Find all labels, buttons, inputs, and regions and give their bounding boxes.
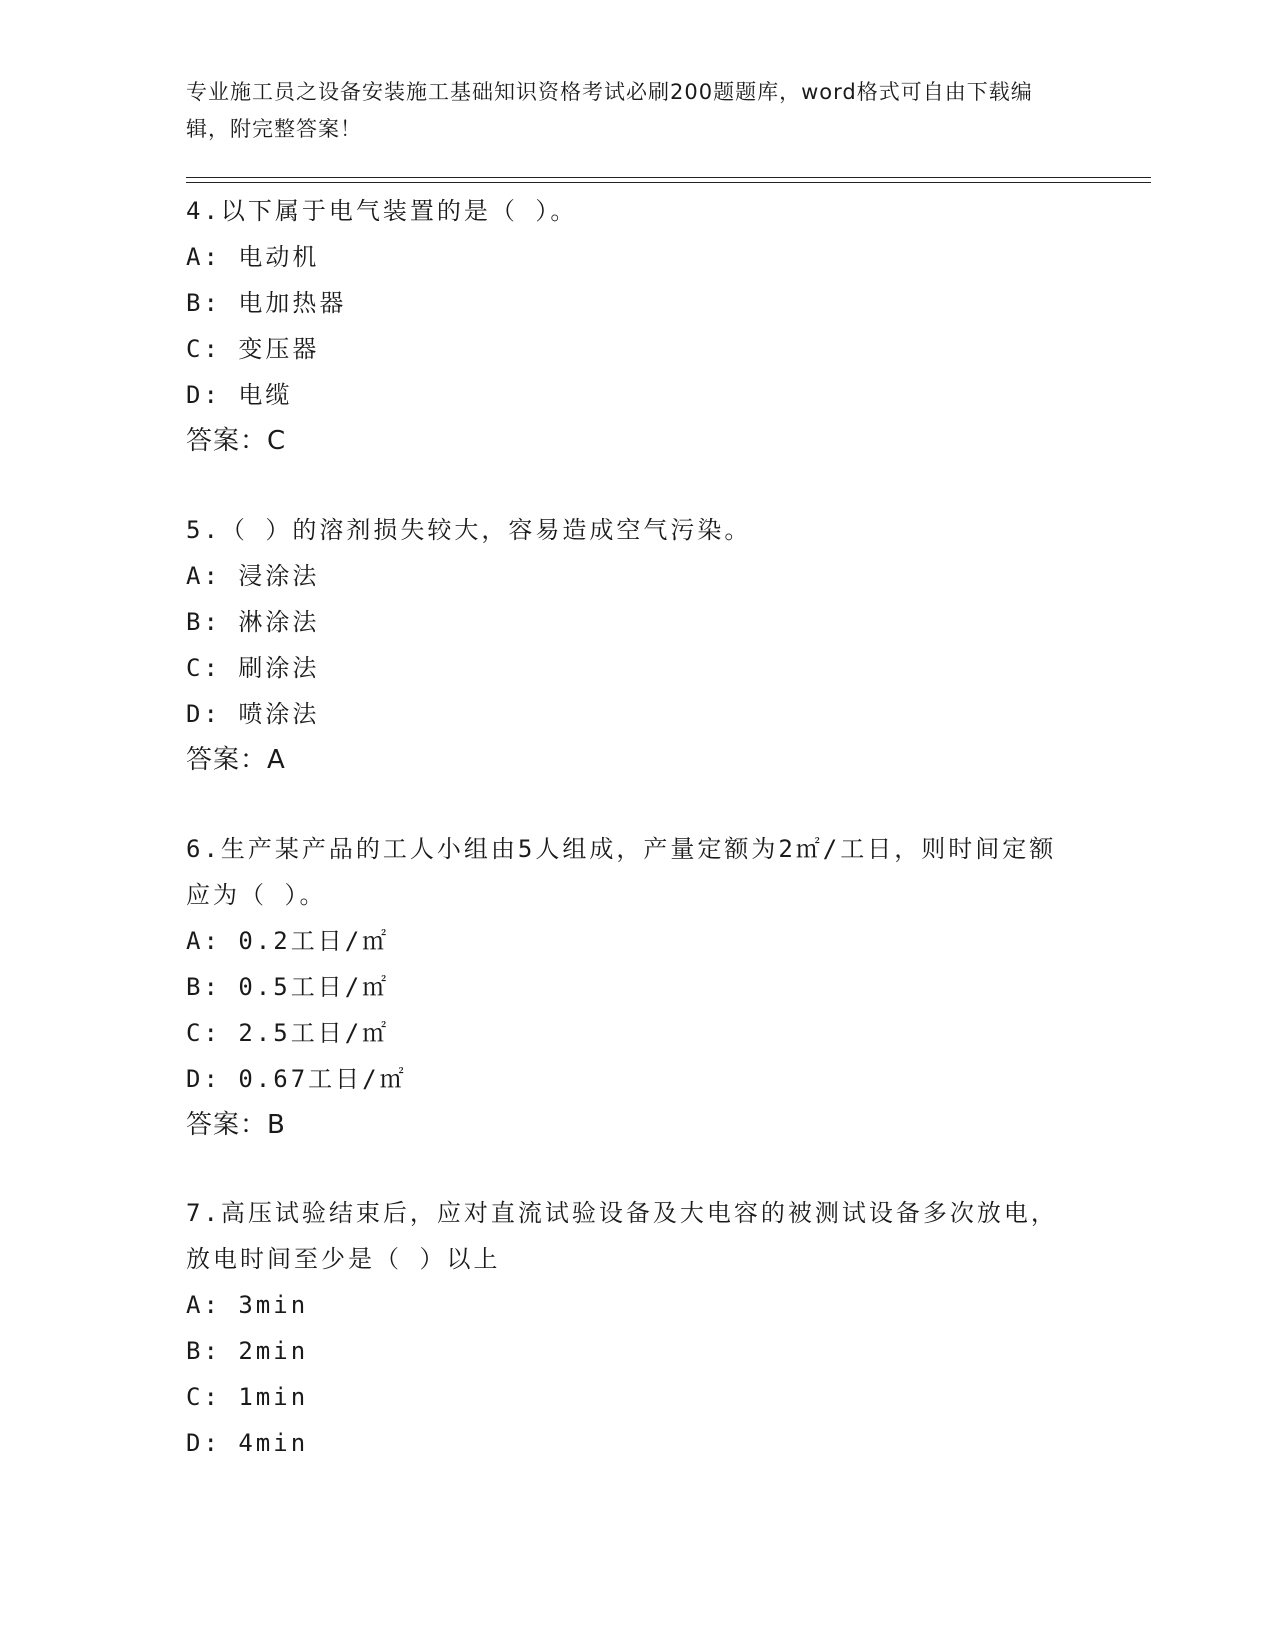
header-divider-top (186, 177, 1151, 178)
option-a: A: 3min (186, 1291, 309, 1319)
answer-line: 答案：B (186, 1110, 286, 1140)
option-a: A: 0.2工日/㎡ (186, 927, 390, 955)
option-c: C: 变压器 (186, 335, 320, 363)
question-4 (186, 188, 1066, 464)
question-stem: 5.（ ）的溶剂损失较大，容易造成空气污染。 (186, 516, 752, 544)
option-a: A: 电动机 (186, 243, 320, 271)
answer-line: 答案：C (186, 426, 287, 456)
option-c: C: 1min (186, 1383, 309, 1411)
option-b: B: 淋涂法 (186, 608, 320, 636)
answer-line: 答案：A (186, 745, 286, 775)
option-a: A: 浸涂法 (186, 562, 320, 590)
option-d: D: 0.67工日/㎡ (186, 1065, 407, 1093)
option-c: C: 2.5工日/㎡ (186, 1019, 390, 1047)
option-b: B: 电加热器 (186, 289, 347, 317)
question-stem: 4.以下属于电气装置的是（ ）。 (186, 197, 578, 225)
question-6 (186, 826, 1066, 1148)
option-b: B: 0.5工日/㎡ (186, 973, 390, 1001)
question-5 (186, 507, 1066, 783)
option-d: D: 4min (186, 1429, 309, 1457)
option-d: D: 电缆 (186, 381, 293, 409)
question-7 (186, 1190, 1066, 1466)
document-header: 专业施工员之设备安装施工基础知识资格考试必刷200题题库，word格式可自由下载编辑，附完整答案！ (186, 80, 1033, 141)
option-c: C: 刷涂法 (186, 654, 320, 682)
option-b: B: 2min (186, 1337, 309, 1365)
question-stem: 7.高压试验结束后，应对直流试验设备及大电容的被测试设备多次放电，放电时间至少是（ ）以上 (186, 1199, 1058, 1273)
header-divider-bottom (186, 182, 1151, 183)
question-stem: 6.生产某产品的工人小组由5人组成，产量定额为2㎡/工日，则时间定额应为（ ）。 (186, 835, 1057, 909)
option-d: D: 喷涂法 (186, 700, 320, 728)
